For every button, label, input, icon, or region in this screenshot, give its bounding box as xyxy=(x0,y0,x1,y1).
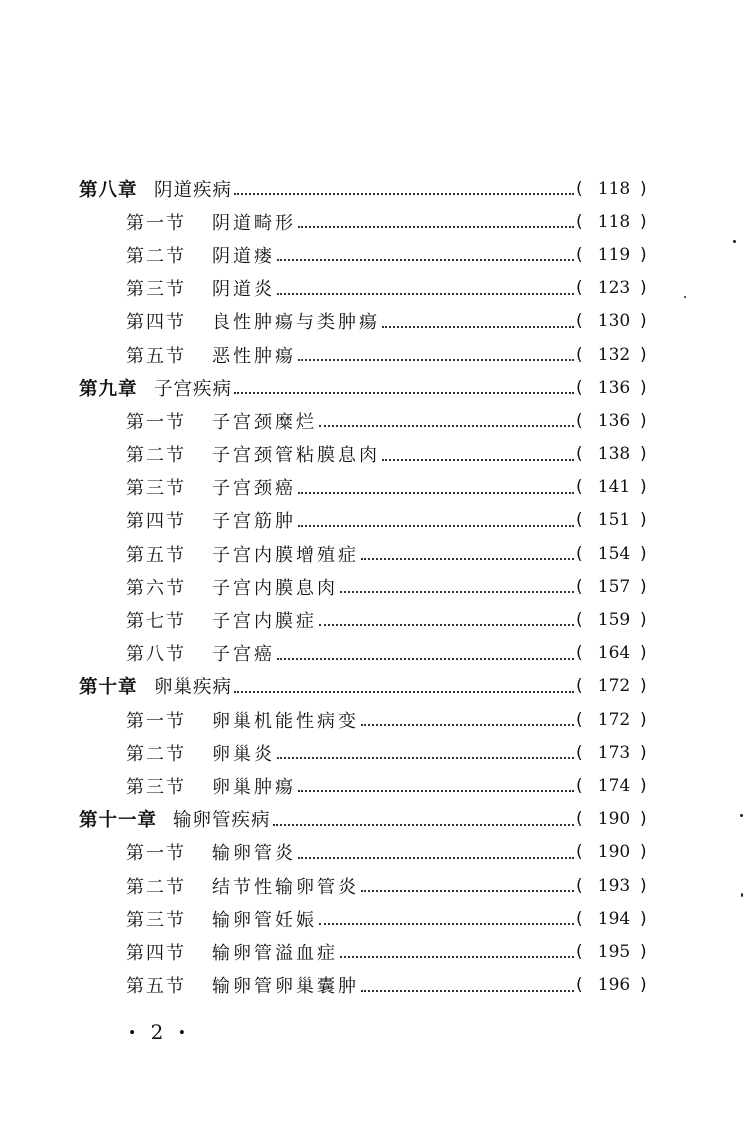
paren-close: ) xyxy=(640,178,647,199)
section-label: 第五节 xyxy=(126,544,186,566)
paren-open: ( xyxy=(576,444,583,465)
dot-leader xyxy=(361,990,574,992)
page-number: 172 xyxy=(597,676,631,697)
toc-section-row xyxy=(0,504,746,537)
toc-section-row xyxy=(0,969,746,1002)
paren-open: ( xyxy=(576,676,583,697)
section-label: 第六节 xyxy=(126,577,186,599)
dot-leader xyxy=(340,956,574,958)
dot-leader xyxy=(273,824,574,826)
toc-section-row xyxy=(0,305,746,338)
paren-open: ( xyxy=(576,377,583,398)
page-number: 159 xyxy=(597,610,631,631)
toc-section-row xyxy=(0,238,746,271)
section-label: 第二节 xyxy=(126,743,186,765)
section-title: 结节性输卵管炎 xyxy=(212,876,359,898)
dot-leader xyxy=(382,326,574,328)
paren-open: ( xyxy=(576,809,583,830)
dot-leader xyxy=(277,259,574,261)
footer-dot-right: • xyxy=(177,1025,190,1042)
toc-section-row xyxy=(0,836,746,869)
section-label: 第二节 xyxy=(126,445,186,467)
paren-close: ) xyxy=(640,941,647,962)
section-label: 第七节 xyxy=(126,611,186,633)
section-title: 输卵管卵巢囊肿 xyxy=(212,976,359,998)
section-title: 子宫颈癌 xyxy=(212,478,296,500)
toc-section-row xyxy=(0,935,746,968)
dot-leader xyxy=(234,691,574,693)
paren-open: ( xyxy=(576,709,583,730)
dot-leader xyxy=(319,923,574,925)
paren-open: ( xyxy=(576,311,583,332)
dot-leader xyxy=(319,624,574,626)
toc-section-row xyxy=(0,272,746,305)
dot-leader xyxy=(298,492,574,494)
section-label: 第三节 xyxy=(126,776,186,798)
page-number: 194 xyxy=(597,908,631,929)
chapter-label: 第十一章 xyxy=(79,810,158,832)
toc-section-row xyxy=(0,338,746,371)
page-footer xyxy=(128,1020,190,1044)
toc-section-row xyxy=(0,769,746,802)
page-number: 138 xyxy=(597,444,631,465)
section-title: 阴道炎 xyxy=(212,279,275,301)
section-label: 第一节 xyxy=(126,843,186,865)
paren-close: ) xyxy=(640,709,647,730)
section-title: 恶性肿瘍 xyxy=(212,345,296,367)
paren-close: ) xyxy=(640,377,647,398)
paren-close: ) xyxy=(640,908,647,929)
chapter-title: 卵巢疾病 xyxy=(154,677,233,699)
section-label: 第一节 xyxy=(126,710,186,732)
section-title: 子宫内膜息肉 xyxy=(212,577,338,599)
page-number: 195 xyxy=(597,941,631,962)
toc-section-row xyxy=(0,736,746,769)
paren-open: ( xyxy=(576,975,583,996)
chapter-label: 第八章 xyxy=(79,179,138,201)
toc-section-row xyxy=(0,902,746,935)
section-title: 阴道瘘 xyxy=(212,245,275,267)
paren-close: ) xyxy=(640,543,647,564)
page-number: 174 xyxy=(597,775,631,796)
paren-close: ) xyxy=(640,975,647,996)
page-number: 132 xyxy=(597,344,631,365)
paren-close: ) xyxy=(640,344,647,365)
paren-close: ) xyxy=(640,410,647,431)
paren-open: ( xyxy=(576,178,583,199)
page-number: 130 xyxy=(597,311,631,332)
dot-leader xyxy=(277,757,574,759)
scan-speck xyxy=(733,240,736,243)
section-label: 第三节 xyxy=(126,478,186,500)
section-label: 第四节 xyxy=(126,511,186,533)
paren-open: ( xyxy=(576,211,583,232)
dot-leader xyxy=(298,359,574,361)
chapter-label: 第十章 xyxy=(79,677,138,699)
chapter-label: 第九章 xyxy=(79,378,138,400)
paren-open: ( xyxy=(576,610,583,631)
paren-open: ( xyxy=(576,875,583,896)
toc-section-row xyxy=(0,603,746,636)
paren-open: ( xyxy=(576,410,583,431)
table-of-contents xyxy=(0,172,746,1002)
paren-close: ) xyxy=(640,775,647,796)
paren-close: ) xyxy=(640,875,647,896)
toc-section-row xyxy=(0,438,746,471)
paren-open: ( xyxy=(576,643,583,664)
toc-chapter-row xyxy=(0,172,746,205)
paren-close: ) xyxy=(640,643,647,664)
page-number: 118 xyxy=(597,178,631,199)
dot-leader xyxy=(361,890,574,892)
section-title: 良性肿瘍与类肿瘍 xyxy=(212,312,380,334)
paren-close: ) xyxy=(640,842,647,863)
dot-leader xyxy=(234,193,574,195)
section-title: 子宫内膜增殖症 xyxy=(212,544,359,566)
paren-close: ) xyxy=(640,444,647,465)
section-label: 第二节 xyxy=(126,876,186,898)
dot-leader xyxy=(319,425,574,427)
paren-close: ) xyxy=(640,477,647,498)
toc-section-row xyxy=(0,637,746,670)
paren-open: ( xyxy=(576,244,583,265)
dot-leader xyxy=(298,525,574,527)
section-title: 卵巢机能性病变 xyxy=(212,710,359,732)
paren-close: ) xyxy=(640,510,647,531)
section-title: 阴道畸形 xyxy=(212,212,296,234)
section-title: 输卵管妊娠 xyxy=(212,909,317,931)
paren-open: ( xyxy=(576,576,583,597)
chapter-title: 阴道疾病 xyxy=(154,179,233,201)
paren-close: ) xyxy=(640,809,647,830)
scan-speck xyxy=(740,814,743,817)
paren-open: ( xyxy=(576,941,583,962)
page-number: 196 xyxy=(597,975,631,996)
toc-section-row xyxy=(0,869,746,902)
toc-section-row xyxy=(0,471,746,504)
paren-open: ( xyxy=(576,344,583,365)
toc-section-row xyxy=(0,205,746,238)
section-label: 第一节 xyxy=(126,212,186,234)
paren-close: ) xyxy=(640,676,647,697)
paren-close: ) xyxy=(640,211,647,232)
dot-leader xyxy=(277,293,574,295)
paren-close: ) xyxy=(640,742,647,763)
toc-section-row xyxy=(0,404,746,437)
chapter-title: 子宫疾病 xyxy=(154,378,233,400)
page-number: 190 xyxy=(597,809,631,830)
section-title: 子宫癌 xyxy=(212,644,275,666)
section-title: 子宫筋肿 xyxy=(212,511,296,533)
section-label: 第三节 xyxy=(126,279,186,301)
section-title: 卵巢炎 xyxy=(212,743,275,765)
dot-leader xyxy=(361,724,574,726)
section-label: 第一节 xyxy=(126,411,186,433)
paren-open: ( xyxy=(576,908,583,929)
page-number: 136 xyxy=(597,410,631,431)
section-label: 第四节 xyxy=(126,312,186,334)
section-label: 第四节 xyxy=(126,942,186,964)
dot-leader xyxy=(361,558,574,560)
page-number: 141 xyxy=(597,477,631,498)
section-label: 第三节 xyxy=(126,909,186,931)
section-title: 输卵管炎 xyxy=(212,843,296,865)
paren-close: ) xyxy=(640,576,647,597)
page-number: 190 xyxy=(597,842,631,863)
section-title: 卵巢肿瘍 xyxy=(212,776,296,798)
page-number: 173 xyxy=(597,742,631,763)
page-number: 172 xyxy=(597,709,631,730)
section-title: 输卵管溢血症 xyxy=(212,942,338,964)
paren-open: ( xyxy=(576,842,583,863)
footer-page-number: 2 xyxy=(150,1020,168,1044)
page-number: 119 xyxy=(597,244,631,265)
dot-leader xyxy=(382,459,574,461)
page-number: 136 xyxy=(597,377,631,398)
paren-close: ) xyxy=(640,610,647,631)
paren-close: ) xyxy=(640,278,647,299)
section-title: 子宫内膜症 xyxy=(212,611,317,633)
section-label: 第五节 xyxy=(126,345,186,367)
section-label: 第二节 xyxy=(126,245,186,267)
dot-leader xyxy=(277,658,574,660)
page-number: 157 xyxy=(597,576,631,597)
toc-chapter-row xyxy=(0,670,746,703)
page-number: 151 xyxy=(597,510,631,531)
paren-open: ( xyxy=(576,477,583,498)
section-label: 第八节 xyxy=(126,644,186,666)
dot-leader xyxy=(298,857,574,859)
paren-open: ( xyxy=(576,510,583,531)
scan-speck xyxy=(741,893,743,897)
paren-open: ( xyxy=(576,775,583,796)
paren-close: ) xyxy=(640,311,647,332)
dot-leader xyxy=(340,591,574,593)
paren-open: ( xyxy=(576,543,583,564)
paren-close: ) xyxy=(640,244,647,265)
toc-section-row xyxy=(0,570,746,603)
chapter-title: 输卵管疾病 xyxy=(173,810,271,832)
paren-open: ( xyxy=(576,742,583,763)
page-number: 118 xyxy=(597,211,631,232)
footer-dot-left: • xyxy=(128,1025,141,1042)
page-number: 193 xyxy=(597,875,631,896)
dot-leader xyxy=(298,790,574,792)
toc-chapter-row xyxy=(0,371,746,404)
scan-speck xyxy=(684,296,686,298)
toc-chapter-row xyxy=(0,803,746,836)
section-title: 子宫颈糜烂 xyxy=(212,411,317,433)
dot-leader xyxy=(234,392,574,394)
section-title: 子宫颈管粘膜息肉 xyxy=(212,445,380,467)
page-number: 154 xyxy=(597,543,631,564)
section-label: 第五节 xyxy=(126,976,186,998)
paren-open: ( xyxy=(576,278,583,299)
toc-section-row xyxy=(0,537,746,570)
dot-leader xyxy=(298,226,574,228)
page-number: 123 xyxy=(597,278,631,299)
page-number: 164 xyxy=(597,643,631,664)
toc-section-row xyxy=(0,703,746,736)
